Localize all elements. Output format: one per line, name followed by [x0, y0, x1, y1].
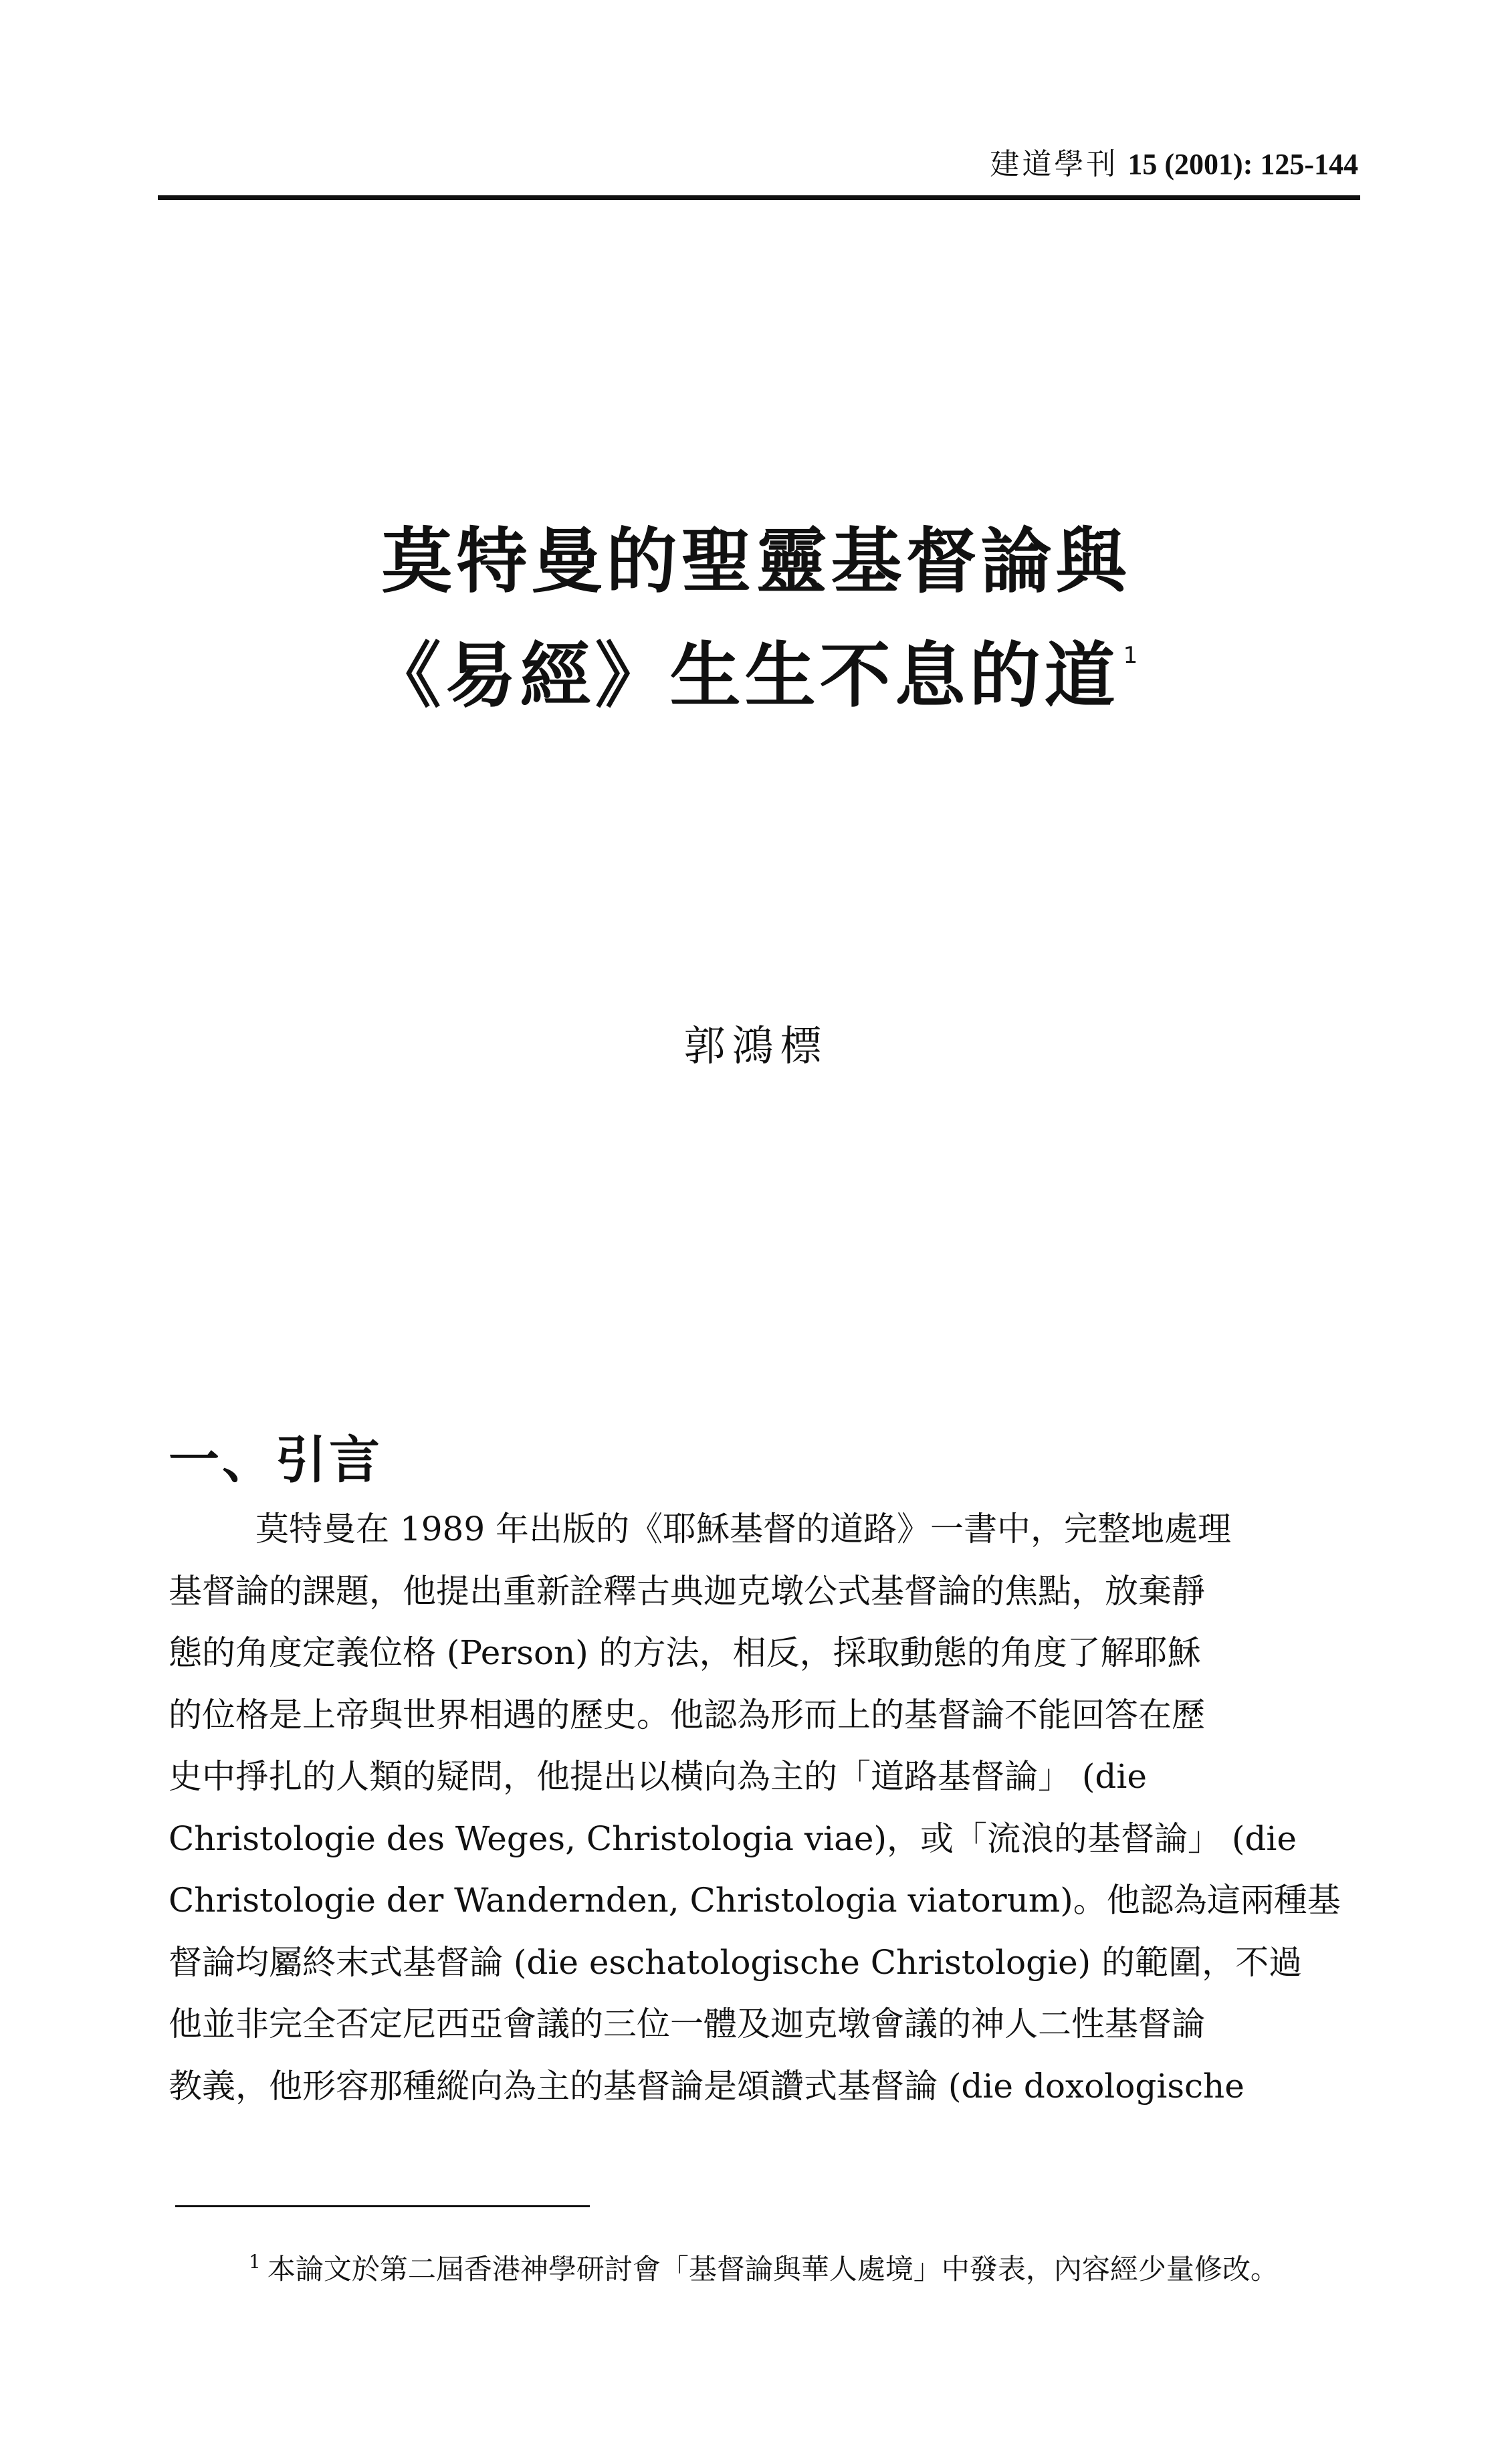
title-line-1: 莫特曼的聖靈基督論與	[381, 520, 1131, 603]
footnote-text: 本論文於第二屆香港神學研討會「基督論與華人處境」中發表，內容經少量修改。	[267, 2253, 1279, 2285]
title-footnote-marker[interactable]: 1	[1123, 642, 1142, 669]
journal-name: 建道學刊	[990, 147, 1119, 181]
body-line: 史中掙扎的人類的疑問，他提出以橫向為主的「道路基督論」 (die	[169, 1757, 1147, 1796]
body-line: 的位格是上帝與世界相遇的歷史。他認為形而上的基督論不能回答在歷	[169, 1695, 1205, 1734]
body-line: 他並非完全否定尼西亞會議的三位一體及迦克墩會議的神人二性基督論	[169, 2005, 1205, 2043]
section-heading: 一、引言	[169, 1430, 383, 1490]
title-line-2	[0, 609, 1512, 723]
article-title	[0, 515, 1512, 723]
body-paragraph	[169, 1498, 1366, 2117]
title-line-2-text: 《易經》生生不息的道	[370, 635, 1119, 717]
running-head	[990, 146, 1358, 183]
body-line: 督論均屬終末式基督論 (die eschatologische Christologie) 的範圍，不過	[169, 1942, 1303, 1982]
header-rule	[158, 195, 1360, 200]
body-line: 基督論的課題，他提出重新詮釋古典迦克墩公式基督論的焦點，放棄靜	[169, 1571, 1205, 1611]
body-line: 教義，他形容那種縱向為主的基督論是頌讚式基督論 (die doxologische	[169, 2066, 1245, 2106]
footnote-rule	[175, 2205, 590, 2207]
author-name: 郭鴻標	[683, 1021, 829, 1070]
footnote-marker: 1	[249, 2251, 261, 2273]
issue-citation: 15 (2001): 125-144	[1127, 148, 1358, 181]
body-line: Christologie des Weges, Christologia viae)，或「流浪的基督論」 (die	[169, 1819, 1297, 1858]
body-line: 態的角度定義位格 (Person) 的方法，相反，採取動態的角度了解耶穌	[169, 1633, 1201, 1672]
body-line: Christologie der Wandernden, Christologia viatorum)。他認為這兩種基	[169, 1881, 1341, 1920]
body-line: 莫特曼在 1989 年出版的《耶穌基督的道路》一書中，完整地處理	[255, 1510, 1232, 1548]
footnote	[249, 2242, 1279, 2290]
